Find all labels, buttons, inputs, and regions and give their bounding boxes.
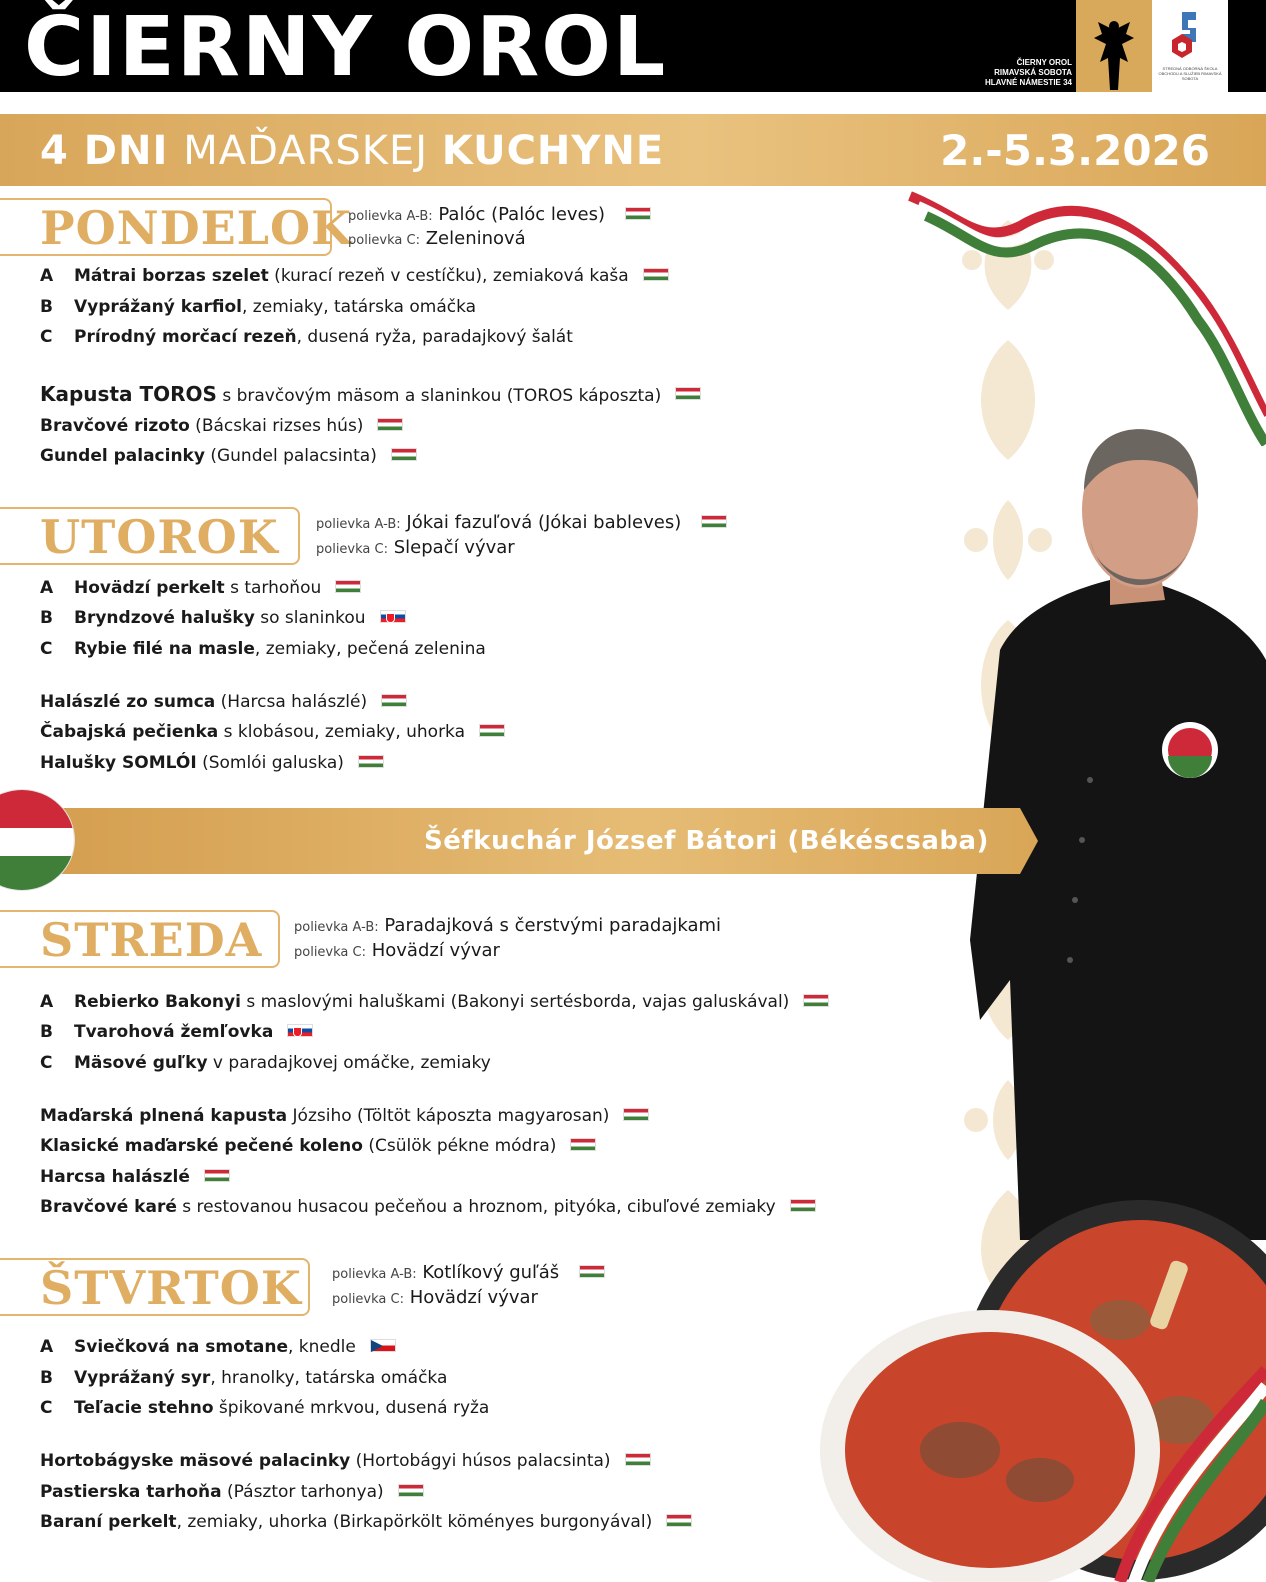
meal-description: , knedle xyxy=(288,1337,356,1357)
soup-label: polievka A-B: xyxy=(316,517,401,532)
hungarian-flag-icon xyxy=(391,448,417,461)
soup-label: polievka C: xyxy=(348,233,420,248)
soup-name: Zeleninová xyxy=(425,228,526,249)
meal-letter: B xyxy=(40,1368,53,1388)
special-name: Pastierska tarhoňa xyxy=(40,1482,222,1502)
day-label-thursday xyxy=(0,1258,310,1316)
meal-letter: C xyxy=(40,327,53,347)
meal-letter: A xyxy=(40,992,54,1012)
meal-name: Tvarohová žemľovka xyxy=(74,1022,274,1042)
special-description: (Bácskai rizses hús) xyxy=(189,416,364,436)
special-name: Čabajská pečienka xyxy=(40,722,219,742)
special-description: s restovanou husacou pečeňou a hroznom, pityóka, cibuľové zemiaky xyxy=(176,1197,776,1217)
hungarian-flag-icon xyxy=(377,418,403,431)
meal-description: , hranolky, tatárska omáčka xyxy=(210,1368,448,1388)
top-bar xyxy=(0,0,1266,95)
special-name: Baraní perkelt xyxy=(40,1512,177,1532)
meal-description: so slaninkou xyxy=(254,608,366,628)
special-description: (Hortobágyi húsos palacsinta) xyxy=(350,1451,611,1471)
meal-description: v paradajkovej omáčke, zemiaky xyxy=(207,1053,491,1073)
special-description: s klobásou, zemiaky, uhorka xyxy=(218,722,466,742)
meal-name: Prírodný morčací rezeň xyxy=(74,327,297,347)
soup-label: polievka A-B: xyxy=(294,920,379,935)
soup-line xyxy=(316,511,727,537)
special-item xyxy=(40,1481,424,1503)
meal-item xyxy=(40,1397,489,1419)
meal-letter: B xyxy=(40,1022,53,1042)
hungarian-flag-icon xyxy=(579,1265,605,1278)
hungarian-flag-icon xyxy=(335,580,361,593)
special-description: (Harcsa halászlé) xyxy=(215,692,368,712)
event-title-kitchen: KUCHYNE xyxy=(441,128,665,174)
meal-name: Rybie filé na masle xyxy=(74,639,255,659)
meal-description: , zemiaky, tatárska omáčka xyxy=(242,297,477,317)
meal-item xyxy=(40,326,573,348)
soup-name: Hovädzí vývar xyxy=(409,1287,538,1308)
meal-name: Rebierko Bakonyi xyxy=(74,992,241,1012)
special-item xyxy=(40,721,505,743)
event-title-cuisine: MAĎARSKEJ xyxy=(183,128,442,174)
day-name: UTOROK xyxy=(40,510,279,564)
soup-name: Paradajková s čerstvými paradajkami xyxy=(384,915,722,936)
special-name: Halušky SOMLÓI xyxy=(40,753,197,773)
soup-name: Jókai fazuľová (Jókai bableves) xyxy=(406,512,682,533)
soup-name: Palóc (Palóc leves) xyxy=(438,204,606,225)
meal-name: Vyprážaný karfiol xyxy=(74,297,242,317)
soup-label: polievka A-B: xyxy=(332,1267,417,1282)
special-description: s bravčovým mäsom a slaninkou (TOROS káposzta) xyxy=(216,386,662,406)
day-name: ŠTVRTOK xyxy=(40,1261,302,1315)
special-description: (Csülök pékne módra) xyxy=(362,1136,557,1156)
meal-item xyxy=(40,991,829,1013)
day-name: STREDA xyxy=(40,913,263,967)
event-title xyxy=(40,114,664,188)
soup-name: Hovädzí vývar xyxy=(371,940,500,961)
special-description: (Gundel palacsinta) xyxy=(204,446,377,466)
eagle-icon xyxy=(1076,0,1152,92)
hungarian-flag-icon xyxy=(625,1453,651,1466)
special-name: Kapusta TOROS xyxy=(40,382,217,406)
event-banner xyxy=(0,114,1266,186)
special-item xyxy=(40,415,403,437)
meal-name: Mäsové guľky xyxy=(74,1053,208,1073)
hungarian-flag-icon xyxy=(570,1138,596,1151)
soup-label: polievka A-B: xyxy=(348,209,433,224)
event-date: 2.-5.3.2026 xyxy=(940,126,1210,175)
special-item xyxy=(40,383,701,407)
special-description: (Somlói galuska) xyxy=(196,753,344,773)
hungarian-flag-badge-icon xyxy=(0,790,74,890)
slovak-flag-icon xyxy=(287,1024,313,1037)
meal-item xyxy=(40,296,476,318)
meal-name: Teľacie stehno xyxy=(74,1398,214,1418)
meal-letter: C xyxy=(40,1053,53,1073)
meal-letter: C xyxy=(40,1398,53,1418)
special-description: (Pásztor tarhonya) xyxy=(221,1482,384,1502)
hungarian-flag-icon xyxy=(479,724,505,737)
hungarian-flag-icon xyxy=(381,694,407,707)
soup-label: polievka C: xyxy=(294,945,366,960)
special-name: Hortobágyske mäsové palacinky xyxy=(40,1451,351,1471)
meal-item xyxy=(40,1367,447,1389)
special-item xyxy=(40,1511,692,1533)
hungarian-flag-icon xyxy=(643,268,669,281)
address-block xyxy=(930,58,1072,88)
hungarian-flag-icon xyxy=(398,1484,424,1497)
day-label-wednesday xyxy=(0,910,280,968)
meal-name: Hovädzí perkelt xyxy=(74,578,225,598)
soup-line xyxy=(332,1286,538,1312)
meal-letter: A xyxy=(40,1337,54,1357)
meal-item xyxy=(40,1021,313,1043)
soup-line xyxy=(348,203,651,229)
special-name: Halászlé zo sumca xyxy=(40,692,216,712)
day-label-tuesday xyxy=(0,507,300,565)
school-logo-caption: STREDNÁ ODBORNÁ ŠKOLA OBCHODU A SLUŽIEB RIMAVSKÁ SOBOTA xyxy=(1158,66,1222,81)
special-name: Gundel palacinky xyxy=(40,446,205,466)
special-description: Józsiho (Töltöt káposzta magyarosan) xyxy=(287,1106,610,1126)
meal-letter: B xyxy=(40,297,53,317)
hungarian-ribbon-decoration xyxy=(900,186,1266,446)
special-item xyxy=(40,1450,651,1472)
meal-item xyxy=(40,1052,491,1074)
special-item xyxy=(40,1135,596,1157)
address-line: HLAVNÉ NÁMESTIE 34 xyxy=(985,78,1072,87)
soup-line xyxy=(316,536,515,562)
special-description: , zemiaky, uhorka (Birkapörkölt köményes burgonyával) xyxy=(176,1512,653,1532)
special-item xyxy=(40,1105,649,1127)
special-name: Maďarská plnená kapusta xyxy=(40,1106,288,1126)
meal-name: Vyprážaný syr xyxy=(74,1368,211,1388)
meal-item xyxy=(40,577,361,599)
goulash-dishes-photo xyxy=(820,1160,1266,1582)
special-item xyxy=(40,445,417,467)
special-name: Bravčové rizoto xyxy=(40,416,190,436)
meal-letter: A xyxy=(40,266,54,286)
soup-line xyxy=(294,914,721,940)
special-name: Klasické maďarské pečené koleno xyxy=(40,1136,363,1156)
meal-description: , zemiaky, pečená zelenina xyxy=(254,639,486,659)
meal-letter: C xyxy=(40,639,53,659)
soup-name: Slepačí vývar xyxy=(393,537,515,558)
meal-description: (kurací rezeň v cestíčku), zemiaková kaša xyxy=(268,266,629,286)
meal-name: Mátrai borzas szelet xyxy=(74,266,269,286)
soup-label: polievka C: xyxy=(332,1292,404,1307)
soup-line xyxy=(332,1261,605,1287)
soup-line xyxy=(348,227,526,253)
meal-item xyxy=(40,607,406,629)
meal-description: , dusená ryža, paradajkový šalát xyxy=(296,327,573,347)
meal-name: Sviečková na smotane xyxy=(74,1337,288,1357)
chef-name: Šéfkuchár József Bátori (Békéscsaba) xyxy=(424,826,989,856)
address-line: ČIERNY OROL xyxy=(1016,58,1072,67)
meal-name: Bryndzové halušky xyxy=(74,608,255,628)
special-name: Bravčové karé xyxy=(40,1197,177,1217)
special-item xyxy=(40,1196,816,1218)
hungarian-flag-icon xyxy=(803,994,829,1007)
brand-title: ČIERNY OROL xyxy=(24,0,668,95)
meal-item xyxy=(40,265,669,287)
hungarian-flag-icon xyxy=(790,1199,816,1212)
special-name: Harcsa halászlé xyxy=(40,1167,190,1187)
soup-label: polievka C: xyxy=(316,542,388,557)
hungarian-flag-icon xyxy=(666,1514,692,1527)
school-logo-icon xyxy=(1152,0,1228,92)
czech-flag-icon xyxy=(370,1339,396,1352)
event-title-number: 4 DNI xyxy=(40,128,184,174)
special-item xyxy=(40,691,407,713)
meal-letter: A xyxy=(40,578,54,598)
hungarian-flag-icon xyxy=(701,515,727,528)
special-item xyxy=(40,1166,230,1188)
hungarian-flag-icon xyxy=(623,1108,649,1121)
hungarian-flag-icon xyxy=(358,755,384,768)
soup-line xyxy=(294,939,500,965)
day-name: PONDELOK xyxy=(40,201,353,255)
meal-item xyxy=(40,1336,396,1358)
hungarian-flag-icon xyxy=(625,207,651,220)
hungarian-flag-icon xyxy=(675,387,701,400)
meal-letter: B xyxy=(40,608,53,628)
meal-description: s maslovými haluškami (Bakonyi sertésborda, vajas galuskával) xyxy=(240,992,790,1012)
meal-description: špikované mrkvou, dusená ryža xyxy=(213,1398,490,1418)
special-item xyxy=(40,752,384,774)
address-line: RIMAVSKÁ SOBOTA xyxy=(994,68,1072,77)
hungarian-flag-icon xyxy=(204,1169,230,1182)
meal-item xyxy=(40,638,486,660)
meal-description: s tarhoňou xyxy=(224,578,322,598)
day-label-monday xyxy=(0,198,353,256)
soup-name: Kotlíkový guľáš xyxy=(422,1262,560,1283)
slovak-flag-icon xyxy=(380,610,406,623)
